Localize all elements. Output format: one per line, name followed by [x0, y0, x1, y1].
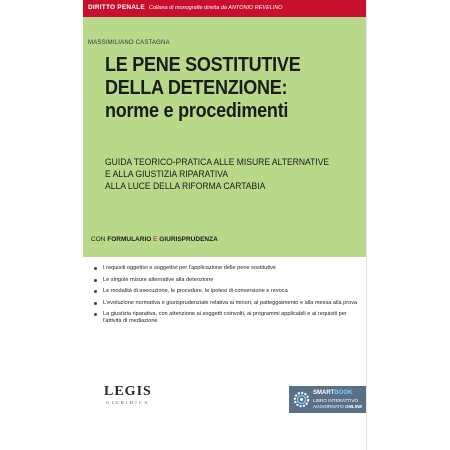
smartbook-smart: SMART — [313, 390, 335, 396]
book-subtitle — [105, 157, 354, 193]
giurisprudenza-word: GIURISPRUDENZA — [159, 236, 218, 243]
list-item: I requisiti oggettivi e soggettivi per l'applicazione delle pene sostitutive — [93, 265, 358, 272]
publisher-sub: GIURIDICA — [106, 400, 150, 405]
title-line-1: LE PENE SOSTITUTIVE — [105, 53, 301, 76]
formulario-note — [91, 236, 218, 243]
series-bar — [83, 0, 367, 17]
smartbook-title — [313, 390, 352, 396]
smartbook-badge — [289, 386, 367, 413]
subtitle-line-1: GUIDA TEORICO-PRATICA ALLE MISURE ALTERNATIVE — [105, 157, 330, 168]
subtitle-line-3: ALLA LUCE DELLA RIFORMA CARTABIA — [105, 181, 266, 192]
formulario-prefix: CON — [91, 236, 108, 243]
list-item: Le modalità di esecuzione, le procedure, le ipotesi di conversione e revoca — [93, 288, 358, 295]
book-title — [105, 53, 365, 123]
book-cover — [83, 0, 367, 450]
formulario-and: E — [151, 236, 160, 243]
topics-list — [93, 265, 358, 330]
subtitle-line-2: E ALLA GIUSTIZIA RIPARATIVA — [105, 169, 229, 180]
author-name: MASSIMILIANO CASTAGNA — [88, 40, 170, 46]
smartbook-book: BOOK — [334, 390, 353, 396]
title-line-3: norme e procedimenti — [105, 99, 289, 122]
series-label: DIRITTO PENALE — [88, 4, 145, 11]
list-item: La giustizia riparativa, con attenzione ai soggetti coinvolti, ai programmi applicabili e ai requisiti per l'attività di mediazione — [93, 311, 358, 325]
title-line-2: DELLA DETENZIONE: — [105, 76, 288, 99]
formulario-word: FORMULARIO — [107, 236, 152, 243]
smartbook-line2: LIBRO INTERATTIVO — [313, 398, 359, 403]
list-item: Le singole misure alternative alla detenzione — [93, 277, 358, 284]
collana-label: Collana di monografie diretta da ANTONIO REVELINO — [149, 4, 283, 11]
publisher-logo — [104, 385, 152, 405]
cover-edge-shadow — [366, 0, 367, 450]
smartbook-line3-bold: ONLINE — [345, 403, 363, 409]
gear-icon — [292, 390, 311, 409]
smartbook-line3 — [313, 404, 362, 409]
list-item: L'evoluzione normativa e giurisprudenziale relativa ai minori, al patteggiamento e alla messa alla prova — [93, 300, 358, 307]
smartbook-line3-prefix: AGGIORNATO — [313, 403, 345, 409]
publisher-name: LEGIS — [104, 384, 152, 399]
